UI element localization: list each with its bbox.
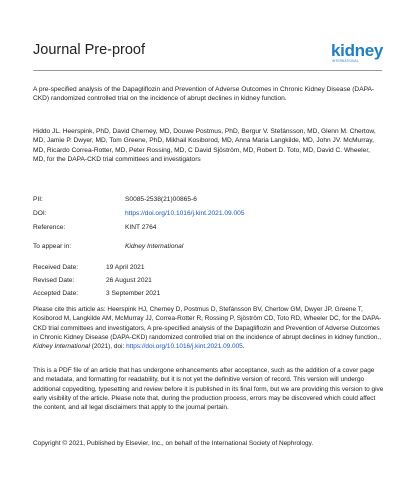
citation-paragraph bbox=[33, 305, 385, 351]
doi-label: DOI: bbox=[33, 210, 47, 217]
kidney-international-logo bbox=[329, 40, 383, 66]
pii-value: S0085-2538(21)00865-6 bbox=[125, 196, 197, 203]
citation-journal: Kidney International bbox=[33, 343, 90, 351]
accepted-value: 3 September 2021 bbox=[106, 290, 161, 297]
revised-label: Revised Date: bbox=[33, 277, 75, 284]
citation-doi-link[interactable]: https://doi.org/10.1016/j.kint.2021.09.005 bbox=[126, 343, 243, 351]
journal-preproof-heading: Journal Pre-proof bbox=[33, 42, 146, 58]
appear-label: To appear in: bbox=[33, 243, 72, 250]
reference-value: KINT 2764 bbox=[125, 224, 157, 231]
citation-year: (2021), doi: bbox=[91, 343, 125, 351]
logo-subtitle: INTERNATIONAL bbox=[332, 59, 359, 63]
citation-suffix: . bbox=[242, 343, 245, 351]
appear-value: Kidney International bbox=[125, 243, 184, 250]
article-title: A pre-specified analysis of the Dapagliflozin and Prevention of Adverse Outcomes in Chronic Kidney Disease (DAPA-CKD) randomized controlled trial on the incidence of abrupt declines in kidney function. bbox=[33, 86, 375, 103]
pii-label: PII: bbox=[33, 196, 43, 203]
received-label: Received Date: bbox=[33, 264, 79, 271]
received-value: 19 April 2021 bbox=[106, 264, 145, 271]
revised-value: 26 August 2021 bbox=[106, 277, 152, 284]
reference-label: Reference: bbox=[33, 224, 66, 231]
accepted-label: Accepted Date: bbox=[33, 290, 79, 297]
doi-link[interactable]: https://doi.org/10.1016/j.kint.2021.09.005 bbox=[125, 210, 245, 217]
copyright-line: Copyright © 2021, Published by Elsevier, Inc., on behalf of the International Society of Nephrology. bbox=[33, 440, 314, 447]
author-list: Hiddo JL. Heerspink, PhD, David Cherney, MD, Douwe Postmus, PhD, Bergur V. Stefánsson, MD, Glenn M. Chertow, MD, Jamie P. Dwyer, MD, Tom Greene, PhD, Mikhail Kosiborod, MD, Anna Maria Langkilde, MD, John JV. McMurray, MD, Ricardo Correa-Rotter, MD, Peter Rossing, MD, C David Sjöström, MD, Robert D. Toto, MD, David C. Wheeler, MD, for the DAPA-CKD trial committees and investigators bbox=[33, 128, 376, 163]
disclaimer-paragraph: This is a PDF file of an article that has undergone enhancements after acceptance, such as the addition of a cover page and metadata, and formatting for readability, but it is not yet the definitive version of record. This version will undergo additional copyediting, typesetting and review before it is published in its final form, but we are providing this version to give early visibility of the article. Please note that, during the production process, errors may be discovered which could affect the content, and all legal disclaimers that apply to the journal pertain. bbox=[33, 367, 384, 412]
citation-prefix: Please cite this article as: Heerspink HJ, Cherney D, Postmus D, Stefánsson BV, Chertow GM, Dwyer JP, Greene T, Kosiborod M, Langkilde AM, McMurray JJ, Correa-Rotter R, Rossing P, Sjöström CD, Toto RD, Wheeler DC, for the DAPA-CKD trial committees and investigators, A pre-specified analysis of the Dapagliflozin and Prevention of Adverse Outcomes in Chronic Kidney Disease (DAPA-CKD) randomized controlled trial on the incidence of abrupt declines in kidney function., bbox=[33, 306, 382, 341]
header-divider bbox=[33, 70, 382, 71]
logo-wordmark: kidney bbox=[331, 41, 384, 60]
